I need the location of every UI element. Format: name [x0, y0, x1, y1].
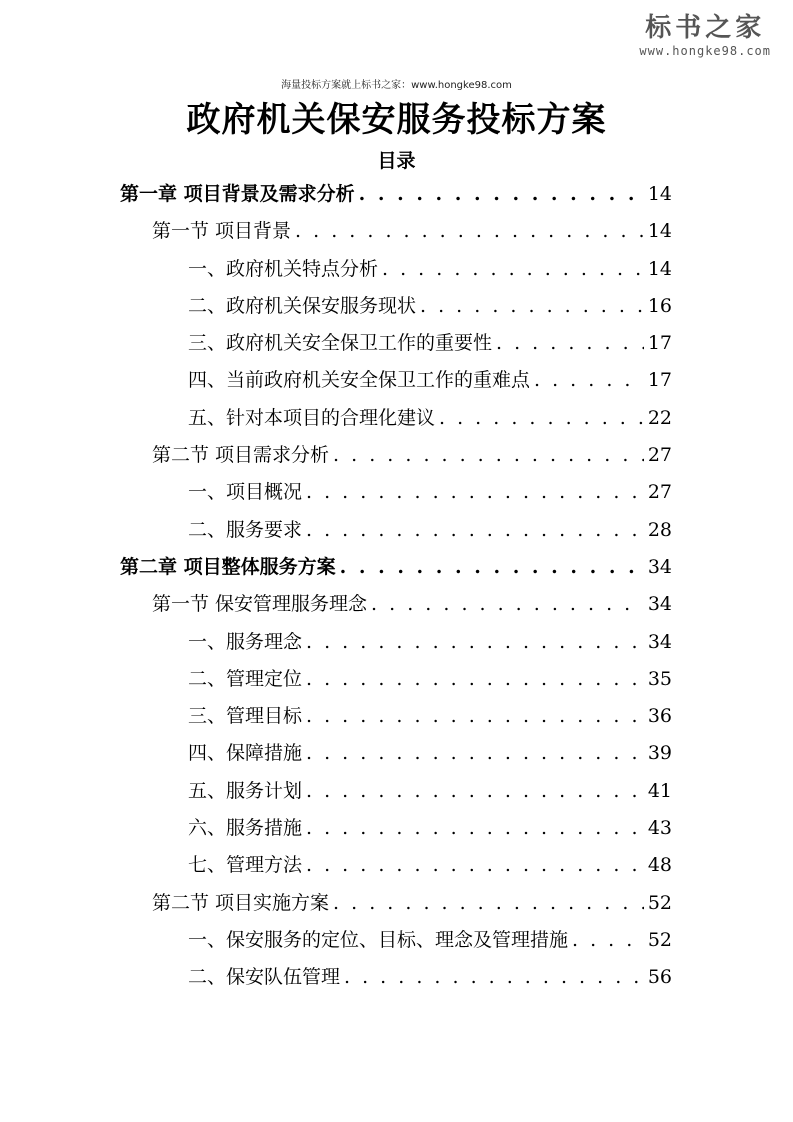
toc-leader-dots [306, 474, 644, 511]
toc-leader-dots [306, 661, 644, 698]
toc-entry-page: 36 [647, 705, 672, 728]
toc-entry-label: 四、保障措施 [188, 742, 303, 765]
toc-entry[interactable] [120, 959, 672, 996]
toc-entry[interactable] [120, 624, 672, 661]
site-logo [639, 14, 771, 58]
toc-entry[interactable] [120, 437, 672, 474]
toc-leader-dots [496, 325, 644, 362]
toc-entry-page: 28 [647, 518, 672, 541]
toc-leader-dots [306, 512, 644, 549]
toc-leader-dots [306, 735, 644, 772]
toc-entry-label: 第一章 项目背景及需求分析 [120, 183, 355, 205]
toc-leader-dots [306, 847, 644, 884]
toc-entry-label: 二、政府机关保安服务现状 [188, 294, 417, 317]
toc-leader-dots [306, 624, 644, 661]
toc-entry-label: 一、服务理念 [188, 630, 303, 653]
toc-entry-page: 22 [647, 406, 672, 429]
toc-leader-dots [420, 288, 644, 325]
toc-entry-page: 27 [647, 481, 672, 504]
table-of-contents [120, 176, 672, 997]
toc-entry[interactable] [120, 549, 672, 586]
toc-entry-page: 56 [647, 966, 672, 989]
toc-entry-page: 52 [647, 891, 672, 914]
toc-entry[interactable] [120, 213, 672, 250]
toc-leader-dots [306, 810, 644, 847]
toc-entry-label: 三、管理目标 [188, 705, 303, 728]
logo-url: www.hongke98.com [639, 44, 771, 58]
toc-entry[interactable] [120, 661, 672, 698]
toc-leader-dots [295, 213, 644, 250]
toc-entry[interactable] [120, 847, 672, 884]
toc-entry[interactable] [120, 325, 672, 362]
toc-entry-page: 14 [647, 257, 672, 280]
toc-leader-dots [306, 698, 644, 735]
toc-entry-label: 第二节 项目实施方案 [152, 891, 330, 914]
toc-entry-label: 第一节 保安管理服务理念 [152, 593, 368, 616]
toc-leader-dots [340, 549, 644, 586]
toc-leader-dots [572, 922, 644, 959]
toc-leader-dots [439, 400, 644, 437]
toc-entry-page: 14 [647, 220, 672, 243]
toc-entry-page: 41 [647, 779, 672, 802]
toc-entry[interactable] [120, 735, 672, 772]
toc-entry-label: 六、服务措施 [188, 817, 303, 840]
toc-entry[interactable] [120, 251, 672, 288]
toc-entry-page: 27 [647, 444, 672, 467]
toc-leader-dots [306, 773, 644, 810]
toc-leader-dots [333, 885, 644, 922]
toc-entry-label: 二、管理定位 [188, 667, 303, 690]
toc-entry[interactable] [120, 474, 672, 511]
toc-leader-dots [333, 437, 644, 474]
toc-entry-label: 第二章 项目整体服务方案 [120, 555, 336, 578]
toc-entry[interactable] [120, 773, 672, 810]
toc-entry-page: 48 [647, 854, 672, 877]
toc-leader-dots [371, 586, 644, 623]
toc-entry-page: 14 [647, 183, 672, 205]
toc-heading: 目录 [377, 150, 416, 172]
toc-entry[interactable] [120, 698, 672, 735]
toc-entry-label: 五、针对本项目的合理化建议 [188, 406, 436, 429]
toc-entry-page: 17 [647, 369, 672, 392]
document-title: 政府机关保安服务投标方案 [186, 100, 607, 140]
toc-entry-page: 43 [647, 817, 672, 840]
toc-entry-page: 17 [647, 332, 672, 355]
logo-text: 标书之家 [645, 13, 766, 43]
toc-entry-label: 四、当前政府机关安全保卫工作的重难点 [188, 369, 531, 392]
toc-entry-page: 16 [647, 294, 672, 317]
toc-entry[interactable] [120, 885, 672, 922]
toc-entry-label: 一、保安服务的定位、目标、理念及管理措施 [188, 928, 569, 951]
toc-entry[interactable] [120, 288, 672, 325]
toc-entry[interactable] [120, 512, 672, 549]
toc-entry-label: 五、服务计划 [188, 779, 303, 802]
toc-entry-page: 52 [647, 928, 672, 951]
toc-entry[interactable] [120, 586, 672, 623]
toc-entry-label: 第一节 项目背景 [152, 220, 292, 243]
toc-entry[interactable] [120, 400, 672, 437]
toc-entry-page: 35 [647, 667, 672, 690]
toc-entry-label: 一、政府机关特点分析 [188, 257, 379, 280]
toc-entry-page: 34 [647, 555, 672, 578]
toc-entry[interactable] [120, 176, 672, 213]
toc-entry-label: 二、服务要求 [188, 518, 303, 541]
toc-leader-dots [382, 251, 644, 288]
toc-entry-page: 34 [647, 593, 672, 616]
toc-entry-label: 七、管理方法 [188, 854, 303, 877]
toc-entry[interactable] [120, 922, 672, 959]
toc-leader-dots [344, 959, 644, 996]
toc-entry-label: 一、项目概况 [188, 481, 303, 504]
toc-entry-label: 二、保安队伍管理 [188, 966, 341, 989]
toc-entry[interactable] [120, 362, 672, 399]
header-watermark: 海量投标方案就上标书之家：www.hongke98.com [281, 80, 512, 91]
toc-entry-page: 39 [647, 742, 672, 765]
toc-entry-label: 三、政府机关安全保卫工作的重要性 [188, 332, 493, 355]
toc-entry-label: 第二节 项目需求分析 [152, 444, 330, 467]
toc-leader-dots [359, 176, 644, 213]
toc-entry[interactable] [120, 810, 672, 847]
toc-leader-dots [534, 362, 644, 399]
toc-entry-page: 34 [647, 630, 672, 653]
